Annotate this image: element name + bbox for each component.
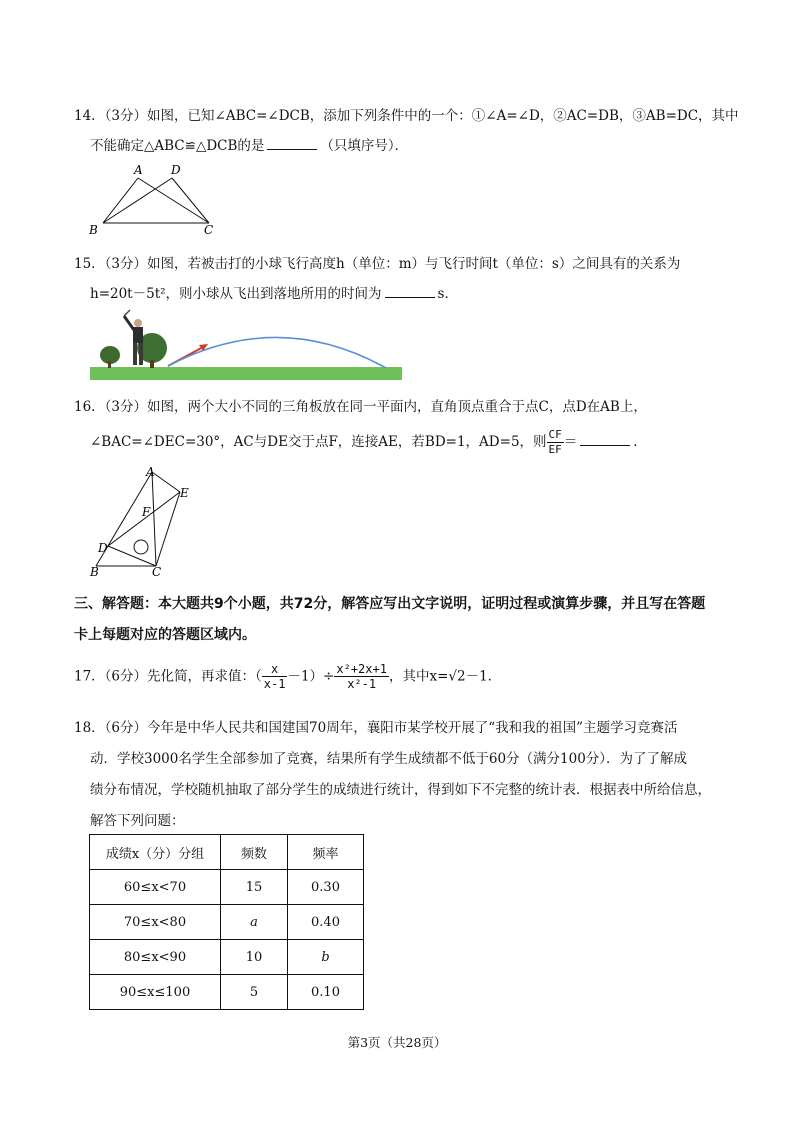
q17-f2-den: x²-1 [334, 676, 389, 691]
q14-line1: 14．（3分）如图，已知∠ABC=∠DCB，添加下列条件中的一个：①∠A=∠D，②AC=DB，③AB=DC，其中 [74, 108, 739, 124]
table-cell: 0.40 [288, 905, 364, 940]
header-frequency-rate: 频率 [288, 835, 364, 870]
q18-line4: 解答下列问题： [90, 813, 185, 829]
q17-post: ，其中x=√2－1． [388, 668, 502, 685]
q16-fraction [547, 428, 564, 457]
q14-label-c: C [204, 223, 214, 237]
q18-stats-table [89, 834, 364, 1010]
table-cell: a [221, 905, 288, 940]
q16-label-c: C [152, 565, 162, 579]
q16-line2-pre: ∠BAC=∠DEC=30°，AC与DE交于点F，连接AE，若BD=1，AD=5，则 [90, 434, 547, 450]
q16-label-d: D [98, 541, 108, 555]
page-footer: 第3页（共28页） [347, 1035, 447, 1050]
table-row [90, 975, 364, 1010]
grass-ground [90, 367, 402, 380]
q17-f1-den: x-1 [263, 677, 286, 691]
q16-line1: 16．（3分）如图，两个大小不同的三角板放在同一平面内，直角顶点重合于点C，点D在AB上， [74, 399, 647, 415]
q17-fraction-1 [262, 662, 288, 691]
q14-line2-pre: 不能确定△ABC≌△DCB的是 [90, 138, 265, 154]
q16-line2-post: ＝ [563, 434, 578, 450]
q16-line2: ∠BAC=∠DEC=30°，AC与DE交于点F，连接AE，若BD=1，AD=5，则 $\frac{CF}{EF}$ ＝ ． [90, 428, 647, 456]
table-cell: 10 [221, 940, 288, 975]
q17-mid: －1）÷ [287, 668, 335, 685]
table-cell: 60≤x<70 [90, 870, 221, 905]
q14-label-d: D [171, 163, 181, 177]
q18-line2: 动．学校3000名学生全部参加了竞赛，结果所有学生成绩都不低于60分（满分100分）．为了了解成 [90, 751, 688, 767]
q16-label-e: E [180, 486, 189, 500]
q15-line2-post: s． [437, 286, 458, 302]
table-cell: 0.10 [288, 975, 364, 1010]
table-cell: b [288, 940, 364, 975]
q15-line2-pre: h=20t－5t²，则小球从飞出到落地所用的时间为 [90, 286, 382, 302]
table-cell: 15 [221, 870, 288, 905]
q14-label-a: A [134, 163, 143, 177]
q17-fraction-2 [334, 662, 389, 691]
table-cell: 5 [221, 975, 288, 1010]
q17-line [74, 662, 501, 691]
q18-line1: 18．（6分）今年是中华人民共和国建国70周年，襄阳市某学校开展了“我和我的祖国”主题学习竞赛活 [74, 720, 678, 736]
table-cell: 0.30 [288, 870, 364, 905]
q14-line2 [90, 134, 408, 154]
q18-line3: 绩分布情况，学校随机抽取了部分学生的成绩进行统计，得到如下不完整的统计表．根据表中所给信息， [90, 782, 711, 798]
table-row [90, 870, 364, 905]
q16-answer-blank [580, 433, 630, 446]
table-cell: 70≤x<80 [90, 905, 221, 940]
q15-line2 [90, 282, 458, 302]
table-row [90, 905, 364, 940]
q16-frac-num: CF [548, 428, 562, 441]
section3-heading-line2: 卡上每题对应的答题区域内。 [74, 627, 256, 643]
table-cell: 80≤x<90 [90, 940, 221, 975]
table-header-row [90, 835, 364, 870]
q16-label-a: A [146, 465, 155, 479]
q17-pre: 17．（6分）先化简，再求值：（ [74, 668, 262, 685]
q16-label-f: F [142, 505, 151, 519]
q15-golf-illustration [90, 308, 402, 380]
q14-answer-blank [267, 137, 317, 150]
q16-triangle-figure [86, 460, 198, 580]
q16-label-b: B [90, 565, 99, 579]
q15-answer-blank [385, 285, 435, 298]
q14-label-b: B [89, 223, 98, 237]
section3-heading-line1: 三、解答题：本大题共9个小题，共72分，解答应写出文字说明，证明过程或演算步骤，并且写在答题 [74, 596, 706, 612]
q14-line2-post: （只填序号）． [320, 138, 409, 154]
table-cell: 90≤x≤100 [90, 975, 221, 1010]
q17-f2-num: x²+2x+1 [336, 662, 387, 676]
q16-frac-den: EF [548, 443, 562, 456]
q17-f1-num: x [271, 662, 279, 676]
header-frequency-count: 频数 [221, 835, 288, 870]
q14-triangle-figure [86, 160, 226, 238]
table-row [90, 940, 364, 975]
q15-line1: 15．（3分）如图，若被击打的小球飞行高度h（单位：m）与飞行时间t（单位：s）之间具有的关系为 [74, 256, 681, 272]
header-score-group: 成绩x（分）分组 [90, 835, 221, 870]
